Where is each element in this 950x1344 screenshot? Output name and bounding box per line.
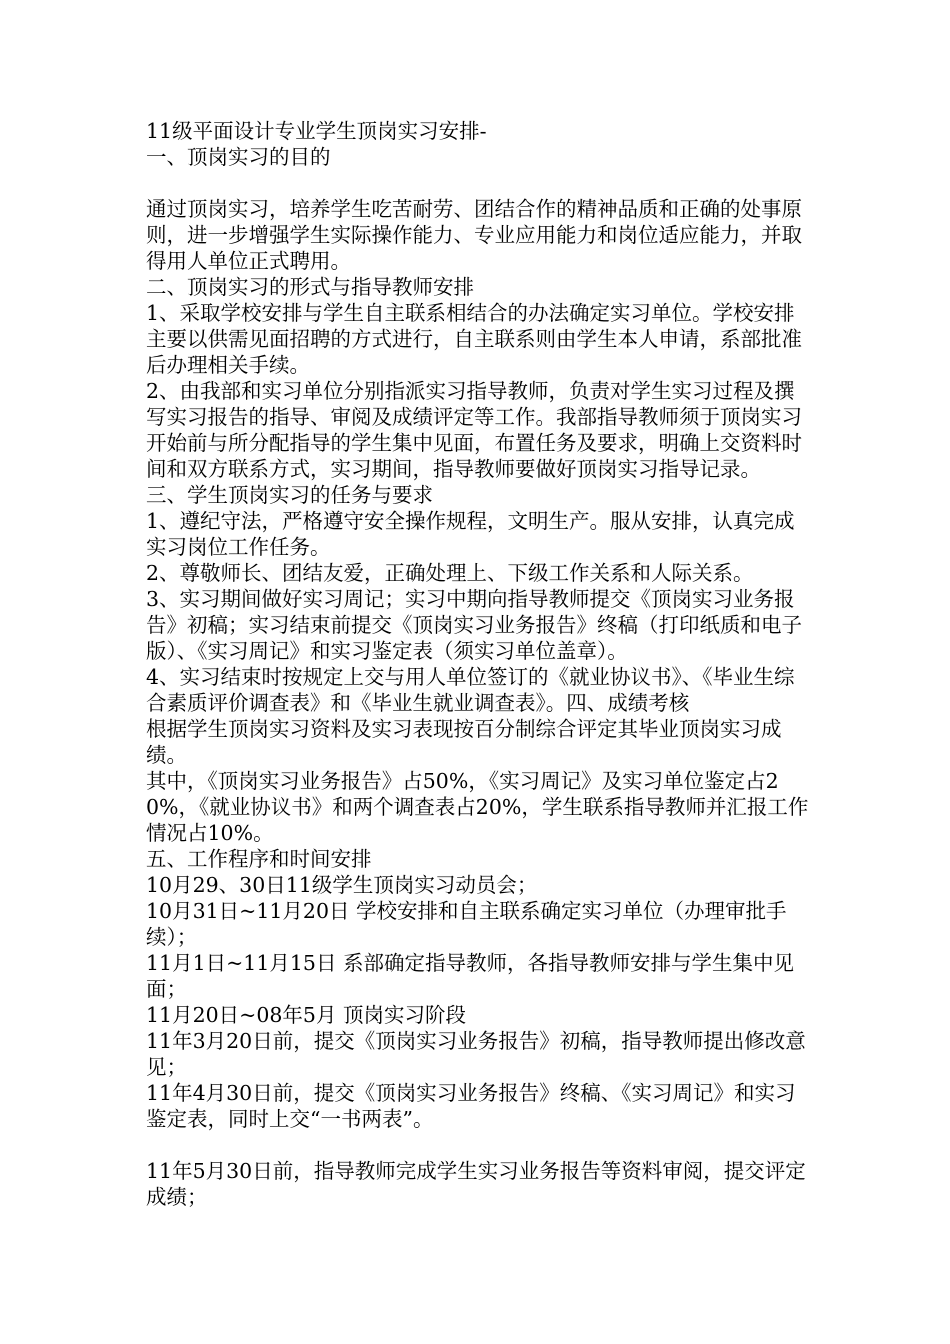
blank-line	[146, 170, 810, 196]
paragraph-form-1: 1、采取学校安排与学生自主联系相结合的办法确定实习单位。学校安排主要以供需见面招聘的方式进行，自主联系则由学生本人申请，系部批准后办理相关手续。	[146, 301, 802, 377]
paragraph-task-1: 1、遵纪守法，严格遵守安全操作规程，文明生产。服从安排，认真完成实习岗位工作任务。	[146, 509, 795, 559]
paragraph-form-2: 2、由我部和实习单位分别指派实习指导教师，负责对学生实习过程及撰写实习报告的指导、审阅及成绩评定等工作。我部指导教师须于顶岗实习开始前与所分配指导的学生集中见面，布置任务及要求，明确上交资料时间和双方联系方式，实习期间，指导教师要做好顶岗实习指导记录。	[146, 379, 802, 481]
document-title: 11级平面设计专业学生顶岗实习安排-	[146, 119, 487, 143]
schedule-item-6: 11年4月30日前，提交《顶岗实习业务报告》终稿、《实习周记》和实习鉴定表，同时上交“一书两表”。	[146, 1081, 796, 1131]
blank-line	[146, 1132, 810, 1158]
section-heading-3: 三、学生顶岗实习的任务与要求	[146, 483, 433, 507]
schedule-item-1: 10月29、30日11级学生顶岗实习动员会；	[146, 873, 538, 897]
paragraph-purpose: 通过顶岗实习，培养学生吃苦耐劳、团结合作的精神品质和正确的处事原则，进一步增强学生实际操作能力、专业应用能力和岗位适应能力，并取得用人单位正式聘用。	[146, 197, 802, 273]
paragraph-task-3: 3、实习期间做好实习周记；实习中期向指导教师提交《顶岗实习业务报告》初稿；实习结束前提交《顶岗实习业务报告》终稿（打印纸质和电子版）、《实习周记》和实习鉴定表（须实习单位盖章）。	[146, 587, 802, 663]
paragraph-task-4: 4、实习结束时按规定上交与用人单位签订的《就业协议书》、《毕业生综合素质评价调查表》和《毕业生就业调查表》。四、成绩考核	[146, 665, 795, 715]
schedule-item-7: 11年5月30日前，指导教师完成学生实习业务报告等资料审阅，提交评定成绩；	[146, 1159, 806, 1209]
section-heading-1: 一、顶岗实习的目的	[146, 145, 331, 169]
schedule-item-3: 11月1日~11月15日 系部确定指导教师，各指导教师安排与学生集中见面；	[146, 951, 794, 1001]
schedule-item-2: 10月31日~11月20日 学校安排和自主联系确定实习单位（办理审批手续）；	[146, 899, 787, 949]
section-heading-5: 五、工作程序和时间安排	[146, 847, 372, 871]
paragraph-task-2: 2、尊敬师长、团结友爱，正确处理上、下级工作关系和人际关系。	[146, 561, 754, 585]
paragraph-weights: 其中，《顶岗实习业务报告》占50%，《实习周记》及实习单位鉴定占20%，《就业协议书》和两个调查表占20%，学生联系指导教师并汇报工作情况占10%。	[146, 769, 809, 845]
schedule-item-5: 11年3月20日前，提交《顶岗实习业务报告》初稿，指导教师提出修改意见；	[146, 1029, 806, 1079]
schedule-item-4: 11月20日~08年5月 顶岗实习阶段	[146, 1003, 466, 1027]
paragraph-assessment: 根据学生顶岗实习资料及实习表现按百分制综合评定其毕业顶岗实习成绩。	[146, 717, 782, 767]
document-body	[146, 118, 810, 1210]
section-heading-2: 二、顶岗实习的形式与指导教师安排	[146, 275, 474, 299]
